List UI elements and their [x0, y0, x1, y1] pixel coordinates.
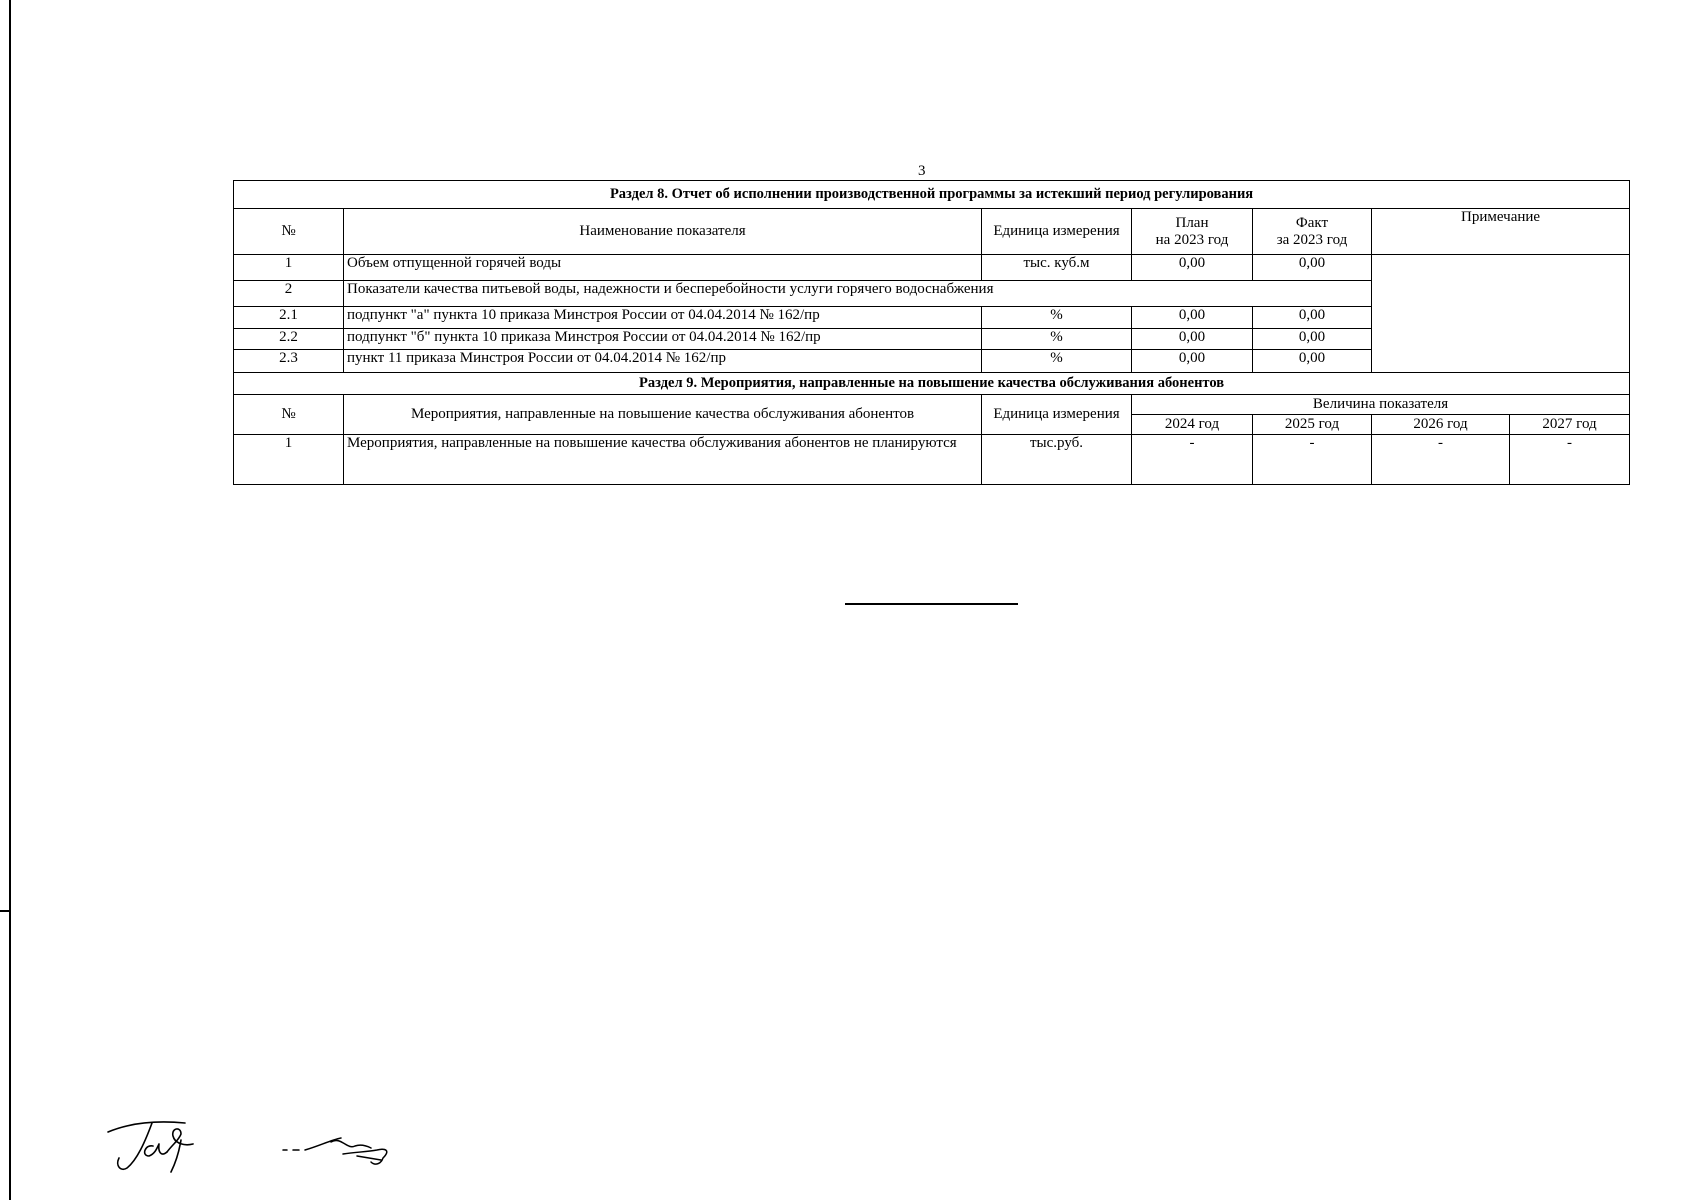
table-row	[234, 435, 1630, 485]
row-fact: 0,00	[1253, 255, 1372, 281]
row-fact: 0,00	[1253, 329, 1372, 350]
row-unit: тыс.руб.	[982, 435, 1132, 485]
row-value: -	[1253, 435, 1372, 485]
row-plan: 0,00	[1132, 350, 1253, 373]
s8-header-plan	[1132, 209, 1253, 255]
row-unit: %	[982, 350, 1132, 373]
s8-header-fact-line2: за 2023 год	[1276, 231, 1348, 248]
s8-header-unit: Единица измерения	[982, 209, 1132, 255]
row-num: 2.3	[234, 350, 344, 373]
row-plan: 0,00	[1132, 329, 1253, 350]
row-value: -	[1510, 435, 1630, 485]
signature-one	[108, 1122, 193, 1172]
row-num: 1	[234, 255, 344, 281]
s8-header-plan-line2: на 2023 год	[1155, 231, 1229, 248]
closing-separator-line	[845, 603, 1018, 605]
handwritten-signatures	[105, 1110, 425, 1180]
left-margin-tick	[0, 910, 10, 912]
row-fact: 0,00	[1253, 307, 1372, 329]
row-plan: 0,00	[1132, 307, 1253, 329]
row-name: Показатели качества питьевой воды, надежности и бесперебойности услуги горячего водоснабжения	[344, 281, 1372, 307]
s8-header-fact	[1253, 209, 1372, 255]
row-unit: тыс. куб.м	[982, 255, 1132, 281]
s8-note-cell	[1372, 255, 1630, 373]
s9-header-name: Мероприятия, направленные на повышение качества обслуживания абонентов	[344, 395, 982, 435]
section9-title: Раздел 9. Мероприятия, направленные на повышение качества обслуживания абонентов	[234, 373, 1630, 395]
s9-header-year: 2027 год	[1510, 415, 1630, 435]
row-name: Мероприятия, направленные на повышение качества обслуживания абонентов не планируются	[344, 435, 982, 485]
row-num: 2.1	[234, 307, 344, 329]
row-num: 2.2	[234, 329, 344, 350]
row-name: подпункт "б" пункта 10 приказа Минстроя России от 04.04.2014 № 162/пр	[344, 329, 982, 350]
row-name: Объем отпущенной горячей воды	[344, 255, 982, 281]
s9-header-year: 2025 год	[1253, 415, 1372, 435]
s9-header-year: 2024 год	[1132, 415, 1253, 435]
s8-header-name: Наименование показателя	[344, 209, 982, 255]
row-name: пункт 11 приказа Минстроя России от 04.04.2014 № 162/пр	[344, 350, 982, 373]
s9-header-num: №	[234, 395, 344, 435]
s8-header-num: №	[234, 209, 344, 255]
row-value: -	[1372, 435, 1510, 485]
row-plan: 0,00	[1132, 255, 1253, 281]
signature-two	[283, 1138, 387, 1164]
s9-header-value: Величина показателя	[1132, 395, 1630, 415]
report-table	[233, 180, 1630, 485]
section8-title: Раздел 8. Отчет об исполнении производственной программы за истекший период регулирования	[234, 181, 1630, 209]
row-num: 2	[234, 281, 344, 307]
s9-header-year: 2026 год	[1372, 415, 1510, 435]
table-row	[234, 255, 1630, 281]
row-unit: %	[982, 329, 1132, 350]
row-value: -	[1132, 435, 1253, 485]
row-num: 1	[234, 435, 344, 485]
s8-header-note: Примечание	[1372, 209, 1630, 255]
row-unit: %	[982, 307, 1132, 329]
s8-header-fact-line1: Факт	[1295, 214, 1329, 231]
row-fact: 0,00	[1253, 350, 1372, 373]
s9-header-unit: Единица измерения	[982, 395, 1132, 435]
s8-header-plan-line1: План	[1175, 214, 1209, 231]
page-number: 3	[918, 163, 926, 179]
left-margin-rule	[9, 0, 11, 1200]
row-name: подпункт "а" пункта 10 приказа Минстроя России от 04.04.2014 № 162/пр	[344, 307, 982, 329]
